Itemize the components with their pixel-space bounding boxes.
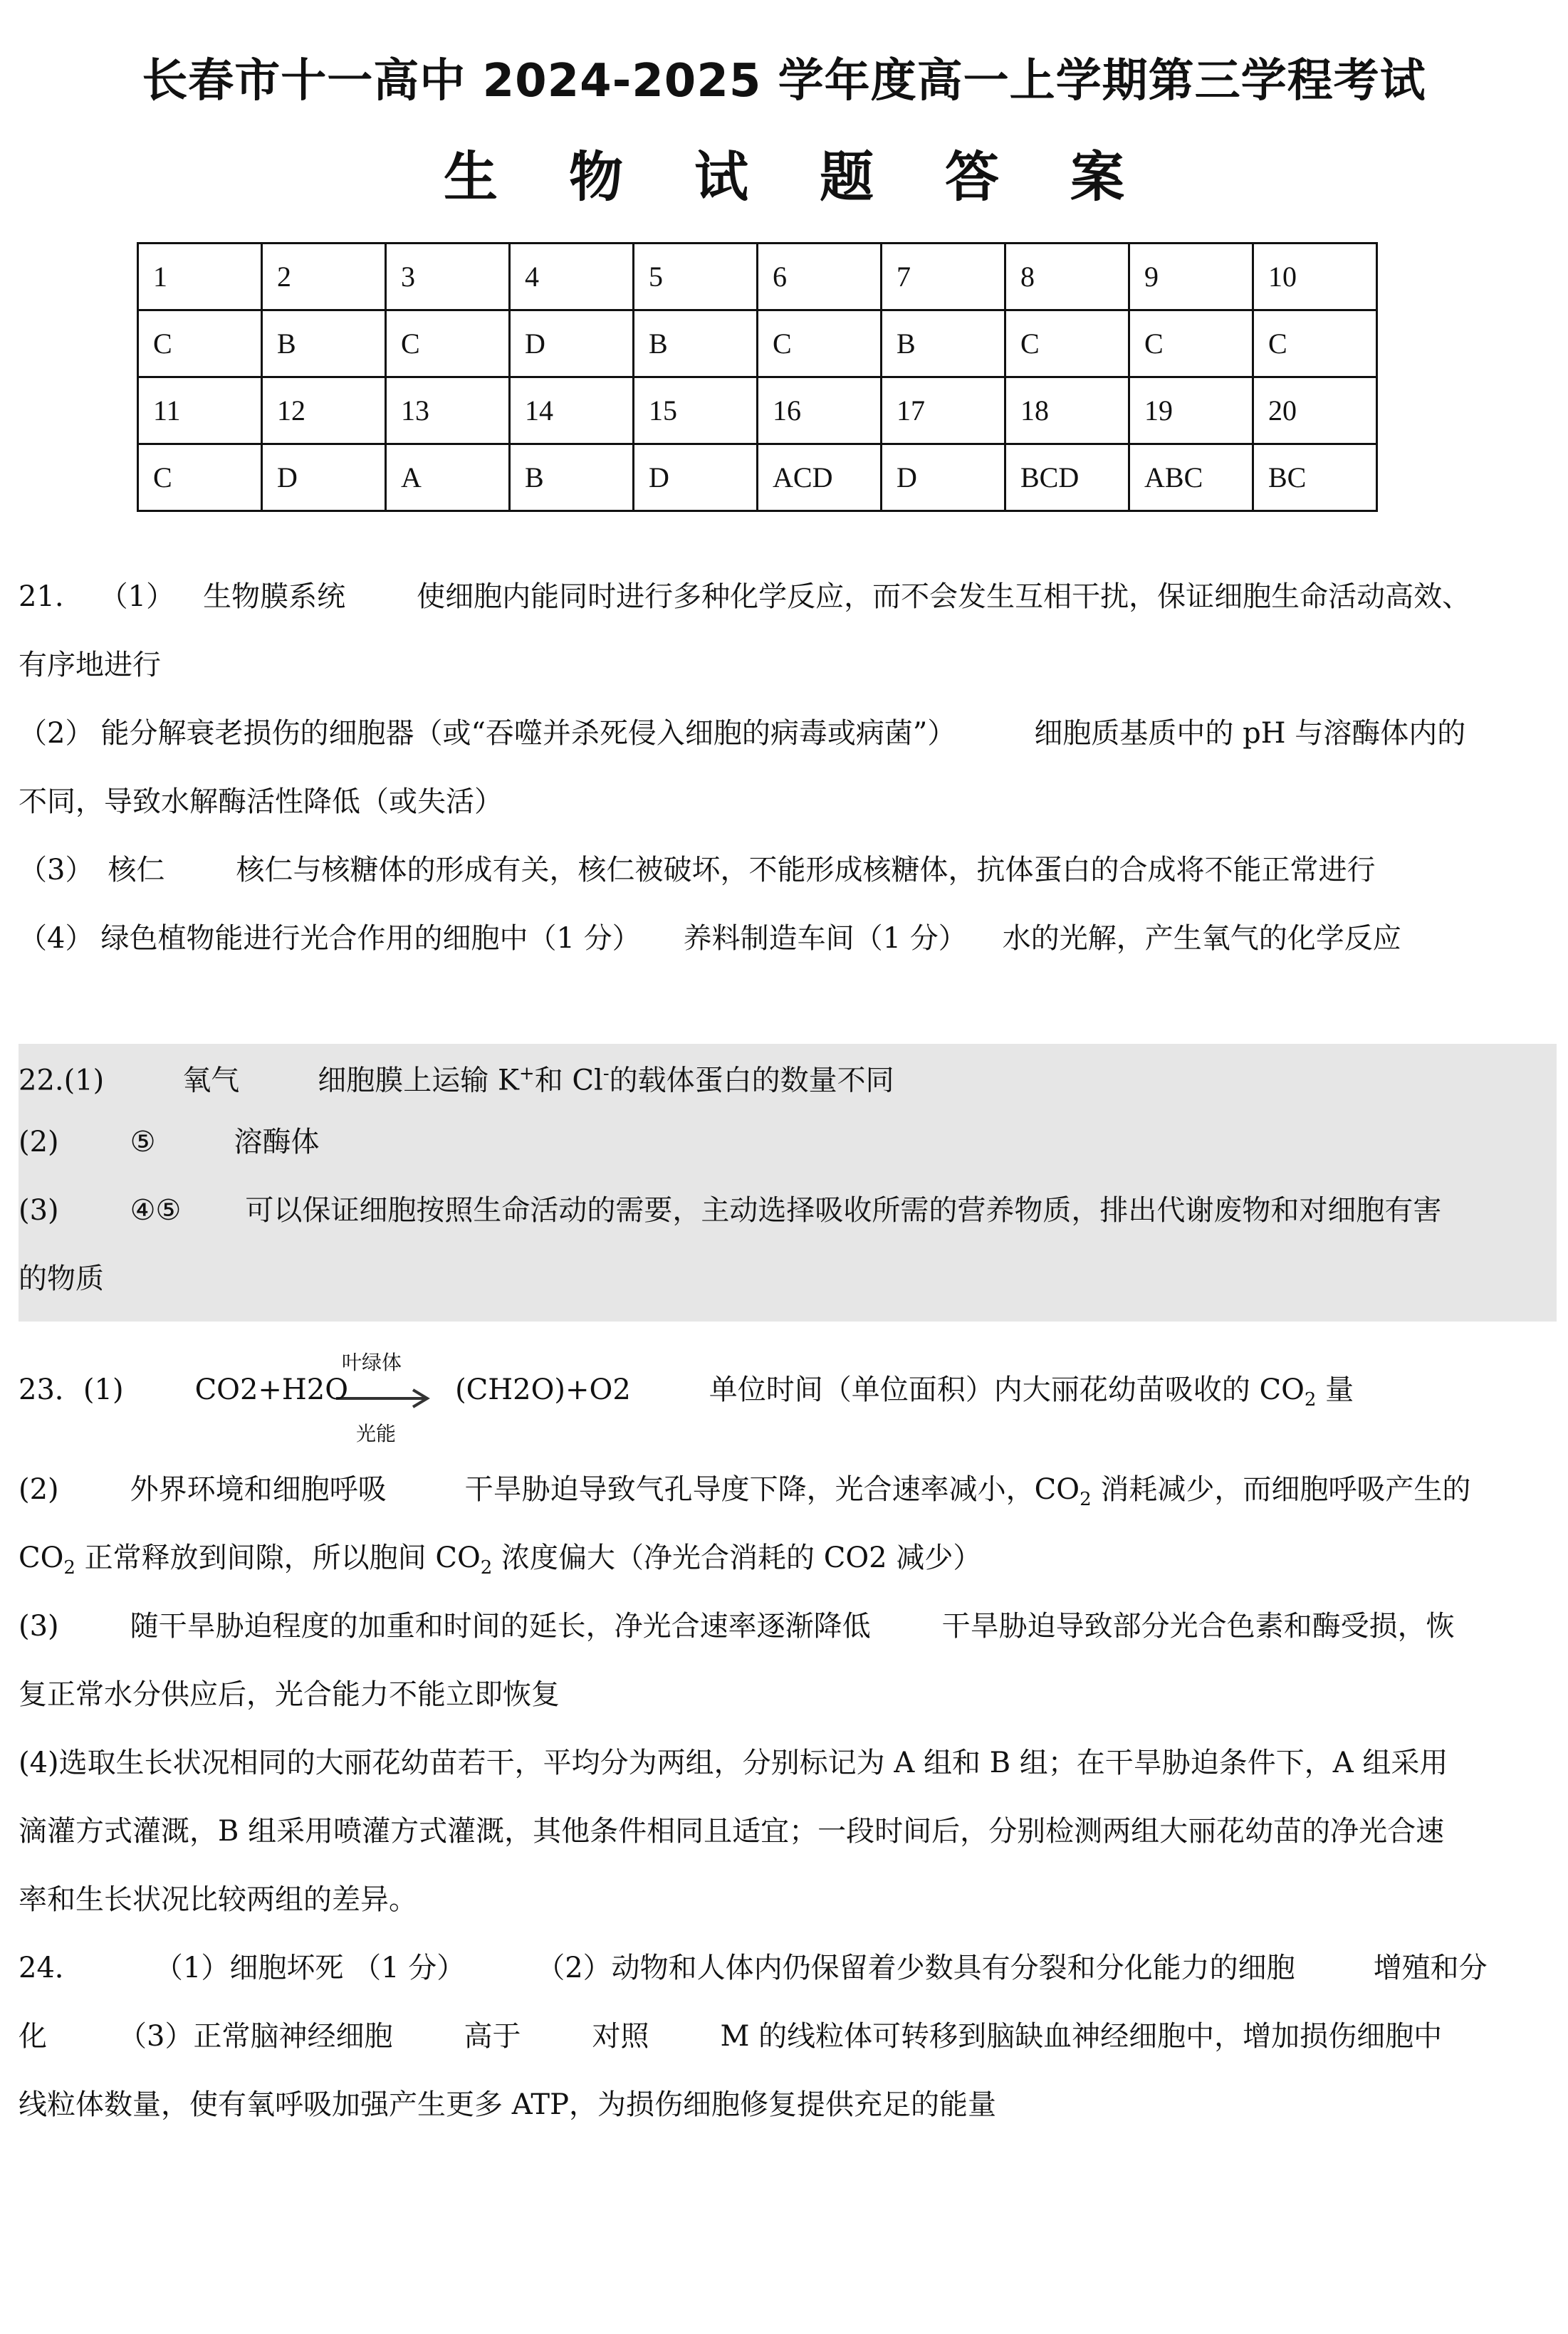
answer-cell: C [138,310,262,377]
subtitle-char: 物 [569,145,623,209]
equation-reactants: CO2+H2O [194,1373,349,1406]
q23-answer: 干旱胁迫导致气孔导度下降，光合速率减小，CO [464,1473,1080,1506]
q22-line-2 [19,1121,1564,1163]
answer-sheet-subtitle [0,134,1568,211]
q24-answer: 对照 [592,2020,649,2053]
answer-cell: D [882,444,1005,511]
answer-cell: D [262,444,386,511]
q21-line-6 [19,917,1564,960]
question-number-cell: 14 [510,377,634,444]
question-number-row [138,377,1377,444]
q21-part-label: （3） [19,854,94,886]
answer-cell: C [138,444,262,511]
q22-answer: 可以保证细胞按照生命活动的需要，主动选择吸收所需的营养物质，排出代谢废物和对细胞有害 [245,1194,1442,1227]
subscript: 2 [480,1557,493,1579]
q24-answer: M 的线粒体可转移到脑缺血神经细胞中，增加损伤细胞中 [720,2020,1443,2053]
answer-row [138,444,1377,511]
q21-answer: 核仁与核糖体的形成有关，核仁被破坏，不能形成核糖体，抗体蛋白的合成将不能正常进行 [236,854,1376,886]
answer-cell: B [882,310,1005,377]
question-number-cell: 16 [758,377,882,444]
answer-cell: D [510,310,634,377]
question-number-cell: 7 [882,244,1005,310]
q23-answer: CO [19,1542,64,1574]
question-number-cell: 18 [1005,377,1129,444]
subtitle-char: 生 [444,145,498,209]
subscript: 2 [1080,1489,1092,1510]
question-number-cell: 3 [386,244,510,310]
q24-line-1 [19,1947,1564,1989]
q21-part-label: （4） [19,922,94,955]
q24-line-3: 线粒体数量，使有氧呼吸加强产生更多 ATP，为损伤细胞修复提供充足的能量 [19,2088,997,2121]
q21-line-2: 有序地进行 [19,649,161,681]
question-number-cell: 13 [386,377,510,444]
q23-answer: 消耗减少，而细胞呼吸产生的 [1091,1473,1471,1506]
q23-line-1 [19,1369,1564,1421]
q23-line-3 [19,1537,1564,1589]
subtitle-char: 试 [694,145,748,209]
q24-answer: 增殖和分 [1373,1952,1488,1984]
question-number-cell: 6 [758,244,882,310]
q23-answer: 浓度偏大（净光合消耗的 CO2 减少） [492,1542,982,1574]
answer-row [138,310,1377,377]
q23-line-5: 复正常水分供应后，光合能力不能立即恢复 [19,1678,560,1711]
question-number-cell: 20 [1253,377,1377,444]
question-number-cell: 4 [510,244,634,310]
answer-cell: C [758,310,882,377]
q22-part-label: (3) [19,1194,59,1227]
question-number-cell: 11 [138,377,262,444]
q24-answer: （3）正常脑神经细胞 [118,2020,393,2053]
reaction-condition-top: 叶绿体 [342,1351,402,1374]
q21-answer: 核仁 [108,854,165,886]
answer-cell: BC [1253,444,1377,511]
q21-number: 21. [19,580,64,613]
q24-answer: 高于 [464,2020,521,2053]
q23-line-2 [19,1468,1564,1521]
question-number-cell: 10 [1253,244,1377,310]
q21-answer: 绿色植物能进行光合作用的细胞中（1 分） [100,922,641,955]
answer-cell: D [634,444,758,511]
q21-answer: 水的光解，产生氧气的化学反应 [1002,922,1401,955]
answer-cell: A [386,444,510,511]
q23-answer: 量 [1316,1373,1354,1406]
question-number-cell: 12 [262,377,386,444]
q23-answer: 单位时间（单位面积）内大丽花幼苗吸收的 CO [709,1373,1305,1406]
subscript: 2 [1304,1389,1317,1411]
q24-answer: 化 [19,2020,47,2053]
q22-part-label: 22.(1) [19,1064,105,1097]
q22-line-1 [19,1052,1564,1101]
question-number-cell: 8 [1005,244,1129,310]
q21-line-3 [19,712,1564,755]
q21-line-1 [19,575,1564,618]
question-number-cell: 1 [138,244,262,310]
subtitle-char: 案 [1070,145,1124,209]
question-number-cell: 9 [1129,244,1253,310]
superscript: - [602,1063,610,1084]
answer-cell: ABC [1129,444,1253,511]
answer-cell: C [1129,310,1253,377]
q21-part-label: （2） [19,717,94,750]
q22-answer: 溶酶体 [234,1126,320,1158]
question-number-cell: 15 [634,377,758,444]
q21-answer: 生物膜系统 [203,580,346,613]
answer-cell: B [262,310,386,377]
answer-cell: C [1253,310,1377,377]
subtitle-char: 题 [820,145,874,209]
q24-answer: （2）动物和人体内仍保留着少数具有分裂和分化能力的细胞 [536,1952,1295,1984]
subtitle-char: 答 [945,145,999,209]
q23-line-8: 率和生长状况比较两组的差异。 [19,1883,417,1916]
q21-line-5 [19,849,1564,891]
q24-number: 24． [19,1952,83,1984]
q22-answer: 氧气 [182,1064,240,1097]
q23-answer: 干旱胁迫导致部分光合色素和酶受损，恢 [941,1610,1455,1643]
q23-part-label: (3) [19,1610,59,1643]
q23-answer: 正常释放到间隙，所以胞间 CO [75,1542,481,1574]
reaction-condition-bottom: 光能 [356,1422,397,1445]
answer-cell: B [510,444,634,511]
q24-answer: （1）细胞坏死 （1 分） [154,1952,466,1984]
q22-part-label: (2) [19,1126,59,1158]
q22-line-3 [19,1189,1564,1232]
q23-line-6: (4)选取生长状况相同的大丽花幼苗若干，平均分为两组，分别标记为 A 组和 B 组；在干旱胁迫条件下，A 组采用 [19,1747,1448,1779]
q23-line-7: 滴灌方式灌溉，B 组采用喷灌方式灌溉，其他条件相同且适宜；一段时间后，分别检测两组大丽花幼苗的净光合速 [19,1815,1445,1848]
question-number-cell: 2 [262,244,386,310]
q21-answer: 细胞质基质中的 pH 与溶酶体内的 [1034,717,1466,750]
superscript: + [518,1063,535,1084]
q21-answer: 使细胞内能同时进行多种化学反应，而不会发生互相干扰，保证细胞生命活动高效、 [417,580,1471,613]
q23-part-label: 23．(1) [19,1373,124,1406]
answer-cell: ACD [758,444,882,511]
answer-cell: C [386,310,510,377]
equation-products: (CH2O)+O2 [455,1373,631,1406]
q22-answer: ④⑤ [130,1194,182,1227]
q21-part-label: （1） [99,580,175,613]
q22-answer: 和 Cl [534,1064,603,1097]
q24-line-2 [19,2015,1564,2058]
q23-line-4 [19,1605,1564,1648]
answer-cell: C [1005,310,1129,377]
question-number-row [138,244,1377,310]
q23-answer: 随干旱胁迫程度的加重和时间的延长，净光合速率逐渐降低 [130,1610,871,1643]
question-number-cell: 19 [1129,377,1253,444]
q21-answer: 养料制造车间（1 分） [683,922,967,955]
q23-part-label: (2) [19,1473,59,1506]
question-number-cell: 17 [882,377,1005,444]
q22-answer: 的载体蛋白的数量不同 [609,1064,894,1097]
q22-answer: 细胞膜上运输 K [318,1064,519,1097]
q21-line-4: 不同，导致水解酶活性降低（或失活） [19,785,503,818]
answer-key-table [137,242,1378,512]
exam-title: 长春市十一高中 2024-2025 学年度高一上学期第三学程考试 [142,55,1426,108]
answer-cell: BCD [1005,444,1129,511]
q22-answer: ⑤ [130,1126,156,1158]
question-number-cell: 5 [634,244,758,310]
q23-answer: 外界环境和细胞呼吸 [130,1473,387,1506]
answer-cell: B [634,310,758,377]
subscript: 2 [63,1557,75,1579]
q21-answer: 能分解衰老损伤的细胞器（或“吞噬并杀死侵入细胞的病毒或病菌”） [100,717,956,750]
q22-line-4: 的物质 [19,1262,104,1295]
